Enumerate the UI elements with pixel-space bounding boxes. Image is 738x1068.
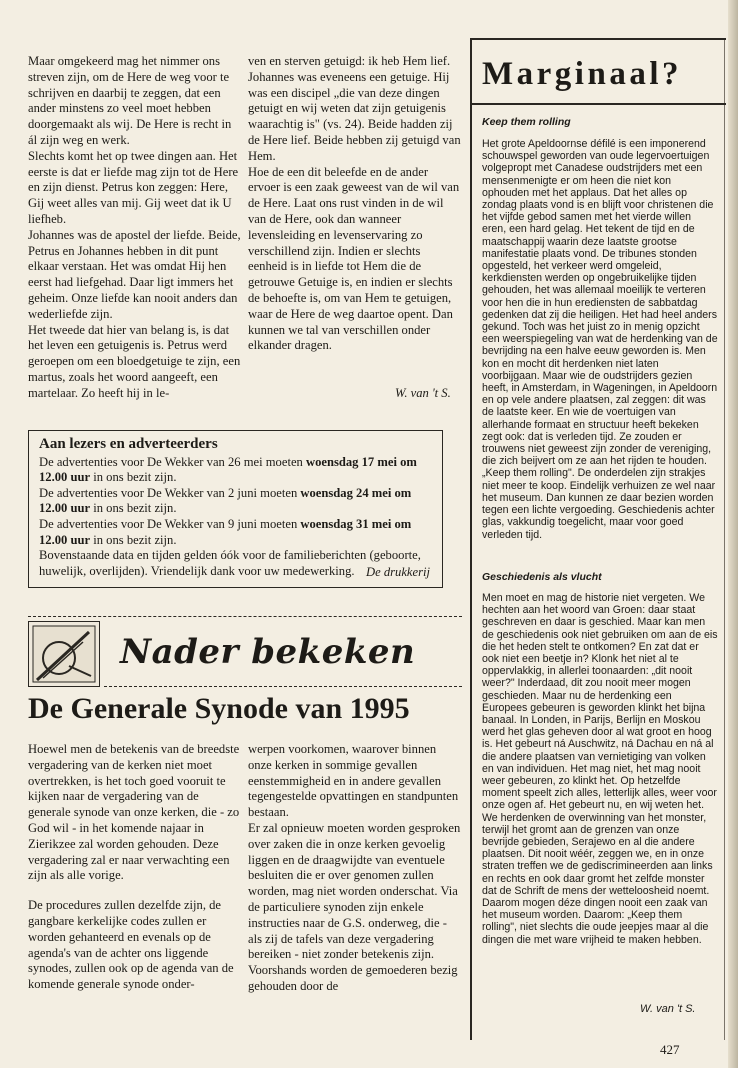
paragraph: werpen voorkomen, waarover binnen onze kerken in sommige gevallen eenstemmigheid en in andere gevallen tegengestelde opvattingen en standpunten bestaan. bbox=[248, 742, 459, 820]
top-article-col1 bbox=[28, 54, 241, 402]
paragraph: Het tweede dat hier van belang is, is dat het leven een getuigenis is. Petrus werd geroepen om een bloedgetuige te zijn, een martus, zoals het woord aangeeft, een martelaar. Zo heeft hij in le- bbox=[28, 322, 241, 400]
marginaal-section2: Men moet en mag de historie niet vergeten. We hechten aan het woord van Groen: daar staat geschreven en daar is geschied. Maar kan men de geschiedenis ook niet gebruiken om aan de eis die het heden stelt te ontkomen? En zat dat er ook niet een beetje in? Klonk het niet al te oppervlakkig, in allerlei toonaarden: „dit nooit weer?" Inderdaad, dit zou nooit meer mogen geschieden. Maar nu de herdenking een Europees gebeuren is geworden klinkt het bijna banaal. In Londen, in Parijs, Berlijn en Moskou werd het glas geheven door al wat groot en hoog is. Het gebeurt ná Auschwitz, ná Dachau en ná al die andere plaatsen van vernietiging van volken en van individuen. Het mag niet, het mag nooit weer gebeuren, zo klinkt het. Op hetzelfde moment speelt zich alles, letterlijk alles, weer voor onze ogen af. Het gebeurt nu, en wij weten het. We herdenken de overwinning van het monster, terwijl het gromt aan de grenzen van onze bevrijde gebieden, Serajewo en al die andere plaatsen. Dit nooit wéér, zeggen we, en in onze straten treffen we de gediscrimineerden aan links en rechts en ook daar gromt het zelfde monster dat de Schrift de mens der wetteloosheid noemt. Daarom mogen déze dingen nooit een zaak van het museum worden. Daarom: „Keep them rolling", niet slechts die oude jeepjes maar al die dingen die met ware vrijheid te maken hebben. bbox=[482, 592, 718, 946]
title-rule bbox=[470, 38, 726, 40]
column-rule-thin bbox=[724, 40, 725, 1040]
paragraph: Hoe de een dit beleefde en de ander ervoer is een zaak geweest van de wil van de Here. Laat ons rust vinden in de wil van de Here, ook dan wanneer levensleiding en levenservaring zo verschillend zijn. Indien er slechts eenheid is in liefde tot Hem die de getrouwe Getuige is, en indien er slechts de behoefte is, om van Hem te getuigen, waar de Here de weg daartoe opent. Dan kunnen we tal van verschillen onder elkander dragen. bbox=[248, 164, 460, 353]
scan-edge bbox=[728, 0, 738, 1068]
notice-line: De advertenties voor De Wekker van 2 juni moeten woensdag 24 mei om 12.00 uur in ons bezit zijn. bbox=[39, 485, 412, 516]
synode-col2 bbox=[248, 742, 461, 995]
marginaal-signature: W. van 't S. bbox=[640, 1003, 696, 1015]
marginaal-title: Marginaal? bbox=[482, 56, 682, 92]
notice-line: De advertenties voor De Wekker van 9 juni moeten woensdag 31 mei om 12.00 uur in ons bezit zijn. bbox=[39, 516, 412, 547]
section-subtitle: Geschiedenis als vlucht bbox=[482, 571, 602, 583]
paragraph: ven en sterven getuigd: ik heb Hem lief. bbox=[248, 54, 451, 68]
paragraph: De procedures zullen dezelfde zijn, de gangbare kerkelijke codes zullen er worden gehanteerd en evenals op de agenda's van de achter ons liggende synodes, zullen ook op de agenda van de komende generale synode onder- bbox=[28, 898, 234, 992]
top-article-col2 bbox=[248, 54, 461, 354]
paragraph: Johannes was de apostel der liefde. Beide, Petrus en Johannes hebben in dit punt elkaar verstaan. Het was omdat Hij hen eerst had liefgehad. Daar ligt immers het geheim. Onze liefde kan nooit anders dan wederliefde zijn. bbox=[28, 227, 241, 321]
paragraph: Er zal opnieuw moeten worden gesproken over zaken die in onze kerken gevoelig liggen en de draagwijdte van eventuele besluiten die er over genomen zullen worden, mag niet worden onderschat. Via de particuliere synoden zijn enkele instructies naar de G.S. onderweg, die - als zij de tafels van deze vergadering bereiken - niet zonder betekenis zijn. Voorshands worden de gemoederen bezig gehouden door de bbox=[248, 820, 461, 993]
compass-emblem-icon bbox=[28, 621, 100, 687]
page-number: 427 bbox=[660, 1042, 680, 1057]
paragraph: Hoewel men de betekenis van de breedste vergadering van de kerken niet moet overtrekken, is het toch goed vooruit te kijken naar de vergadering van de generale synode van onze kerken, die - zo God wil - in het komende najaar in Zierikzee zal worden gehouden. Deze vergadering zal er naar verwachting een zijn als alle vorige. bbox=[28, 742, 240, 883]
title-rule bbox=[470, 103, 726, 105]
article-signature: W. van 't S. bbox=[395, 386, 451, 400]
column-rule bbox=[470, 40, 472, 1040]
paragraph: Slechts komt het op twee dingen aan. Het eerste is dat er liefde mag zijn tot de Here en zijn dienst. Petrus kon zeggen: Here, Gij weet alles van mij. Gij weet dat ik U liefheb. bbox=[28, 148, 239, 226]
divider bbox=[28, 616, 462, 617]
notice-title: Aan lezers en adverteerders bbox=[39, 436, 218, 452]
notice-line: De advertenties voor De Wekker van 26 mei moeten woensdag 17 mei om 12.00 uur in ons bezit zijn. bbox=[39, 454, 417, 485]
section-header-nader-bekeken: Nader bekeken bbox=[120, 632, 416, 672]
article-title: De Generale Synode van 1995 bbox=[28, 692, 410, 725]
notice-box bbox=[28, 430, 443, 588]
section-subtitle: Keep them rolling bbox=[482, 116, 571, 128]
paragraph: Maar omgekeerd mag het nimmer ons streven zijn, om de Here de weg voor te schrijven en daarbij te zeggen, dat een ander minstens zo veel moet hebben doorgemaakt als wij. De Here is recht in ál zijn weg en werk. bbox=[28, 54, 232, 147]
synode-col1 bbox=[28, 742, 241, 993]
notice-footer: Bovenstaande data en tijden gelden óók voor de familieberichten (geboorte, huwelijk, overlijden). Vriendelijk dank voor uw medewerking. bbox=[39, 548, 421, 578]
notice-signature: De drukkerij bbox=[366, 565, 430, 580]
divider bbox=[104, 686, 462, 687]
marginaal-section1: Het grote Apeldoornse défilé is een imponerend schouwspel geworden van oude legervoertuigen volgepropt met Canadese oudstrijders met een mensenmenigte er om heen die niet kon ophouden met het applaus. Dat het alles op zondag plaats vond is en blijft voor christenen die het vijfde gebod samen met het vierde willen eren, een hard gelag. Het tekent de tijd en de maatschappij waarin deze laatste grootse manifestatie plaats vond. De tribunes stonden opgesteld, het verkeer werd omgeleid, kerkdiensten werden op ongebruikelijke tijden gehouden, het was allemaal moeilijk te verteren voor hen die in hun erediensten de sabbatdag gedenken dat zij die heiligen. Het had heel anders gekund. Toch was het juist zo in menig opzicht een weerspiegeling van wat de herdenking van de bevrijding na een halve eeuw geworden is. Men kon en mocht dit herdenken niet laten voorbijgaan. Maar wie de oudstrijders gezien heeft, in Amsterdam, in Wageningen, in Apeldoorn en op vele andere plaatsen, zal zeggen: dit was de laatste keer. En wie de voertuigen van allerhande formaat en structuur heeft bekeken zegt ook: dat is verleden tijd. Ze zouden er trouwens niet geweest zijn zonder de vereniging, die zich beijvert om ze aan het rijden te houden. „Keep them rolling". De onderdelen zijn strakjes niet meer te koop. Eindelijk verhuizen ze wel naar het museum. Dan kunnen ze daar bezien worden tegen een lichte vergoeding. Geschiedenis achter glas, vakkundig toegelicht, maar voor goed verleden tijd. bbox=[482, 138, 718, 541]
paragraph: Johannes was eveneens een getuige. Hij was een discipel „die van deze dingen getuigt en wij weten dat zijn getuigenis waarachtig is" (vs. 24). Beide hadden zij de Here lief. Beide hebben zij getuigd van Hem. bbox=[248, 69, 461, 163]
